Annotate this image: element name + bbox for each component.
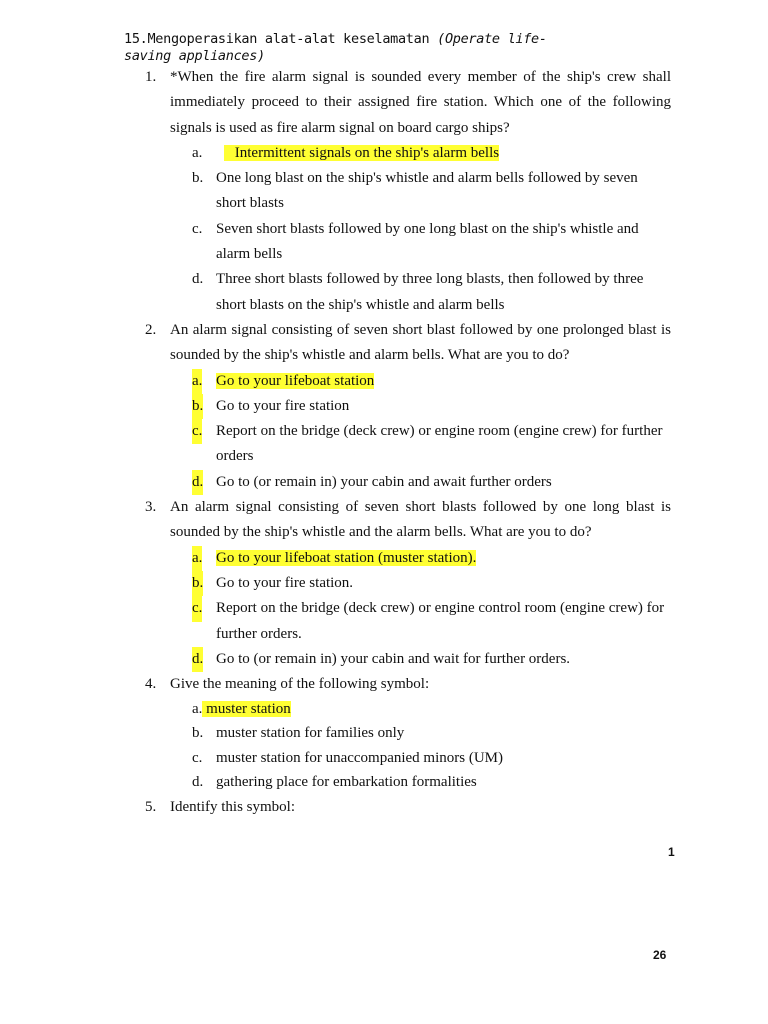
option-text: Go to your fire station. [216, 574, 354, 591]
outer-page-number: 26 [653, 948, 667, 962]
option-b [0, 721, 768, 746]
option-label: d. [192, 271, 204, 288]
option-c [0, 217, 768, 268]
option-label: c. [192, 220, 203, 237]
option-text: muster station [206, 700, 291, 717]
question-number: 2. [145, 321, 157, 338]
option-label: a. [192, 546, 202, 571]
option-c [0, 419, 768, 470]
option-text: Report on the bridge (deck crew) or engine control room (engine crew) for further orders. [216, 600, 665, 642]
option-text-highlighted: Go to your lifeboat station [216, 372, 375, 389]
question-3 [0, 495, 768, 672]
question-number: 1. [145, 69, 157, 85]
option-label: a. [192, 369, 202, 394]
option-d [0, 770, 768, 795]
section-number: 15. [124, 31, 148, 47]
option-a [0, 369, 768, 394]
question-text: *When the fire alarm signal is sounded every member of the ship's crew shall immediately proceed to their assigned fire station. Which one of the following signals is used as fire alarm signal on board cargo ships? [170, 69, 671, 136]
option-text: Intermittent signals on the ship's alarm bells [234, 144, 500, 161]
question-list [0, 65, 768, 819]
option-label: b. [192, 394, 203, 419]
question-number: 3. [145, 499, 157, 516]
section-heading [124, 31, 584, 65]
option-a [0, 141, 768, 166]
option-d [0, 647, 768, 672]
option-text: Go to (or remain in) your cabin and await further orders [216, 473, 552, 490]
option-label: c. [192, 419, 202, 444]
question-2 [0, 318, 768, 495]
option-text: muster station for unaccompanied minors (UM) [216, 749, 504, 766]
option-text: Go to (or remain in) your cabin and wait for further orders. [216, 650, 571, 667]
option-label: d. [192, 647, 203, 672]
option-text: Three short blasts followed by three long blasts, then followed by three short blasts on the ship's whistle and alarm bells [216, 271, 644, 313]
option-label: b. [192, 725, 204, 742]
option-a [0, 546, 768, 571]
option-text-highlighted [202, 701, 290, 717]
option-d [0, 267, 768, 318]
option-text: muster station for families only [216, 725, 405, 742]
option-text: Go to your fire station [216, 397, 350, 414]
option-label: a. [192, 700, 203, 717]
question-text: Identify this symbol: [170, 798, 295, 815]
option-label: c. [192, 596, 202, 621]
option-text: gathering place for embarkation formalities [216, 774, 477, 791]
question-number: 4. [145, 676, 157, 693]
question-number: 5. [145, 798, 157, 815]
section-title: Mengoperasikan alat-alat keselamatan [147, 31, 430, 47]
option-label: d. [192, 470, 203, 495]
option-label: b. [192, 571, 203, 596]
inner-page-number: 1 [668, 845, 675, 859]
section-subtitle: (Operate life-saving appliances) [124, 31, 547, 64]
option-text-highlighted [224, 145, 500, 161]
option-label: d. [192, 774, 204, 791]
question-text: An alarm signal consisting of seven short blasts followed by one long blast is sounded by the ship's whistle and the alarm bells. What are you to do? [170, 499, 671, 541]
option-c [0, 596, 768, 647]
option-b [0, 394, 768, 419]
option-a [0, 697, 768, 722]
option-label: a. [192, 144, 203, 161]
question-text: An alarm signal consisting of seven short blast followed by one prolonged blast is sounded by the ship's whistle and alarm bells. What are you to do? [170, 321, 671, 364]
option-label: b. [192, 170, 204, 187]
option-text: Seven short blasts followed by one long blast on the ship's whistle and alarm bells [216, 220, 639, 263]
question-text: Give the meaning of the following symbol: [170, 676, 430, 693]
question-1 [0, 65, 768, 318]
option-text-highlighted: Go to your lifeboat station (muster station). [216, 549, 477, 566]
option-b [0, 166, 768, 217]
option-d [0, 470, 768, 495]
option-text: One long blast on the ship's whistle and alarm bells followed by seven short blasts [216, 170, 638, 212]
option-c [0, 746, 768, 771]
question-4 [0, 672, 768, 795]
option-label: c. [192, 749, 203, 766]
option-text: Report on the bridge (deck crew) or engine room (engine crew) for further orders [216, 423, 663, 465]
question-5 [0, 795, 768, 820]
option-b [0, 571, 768, 596]
